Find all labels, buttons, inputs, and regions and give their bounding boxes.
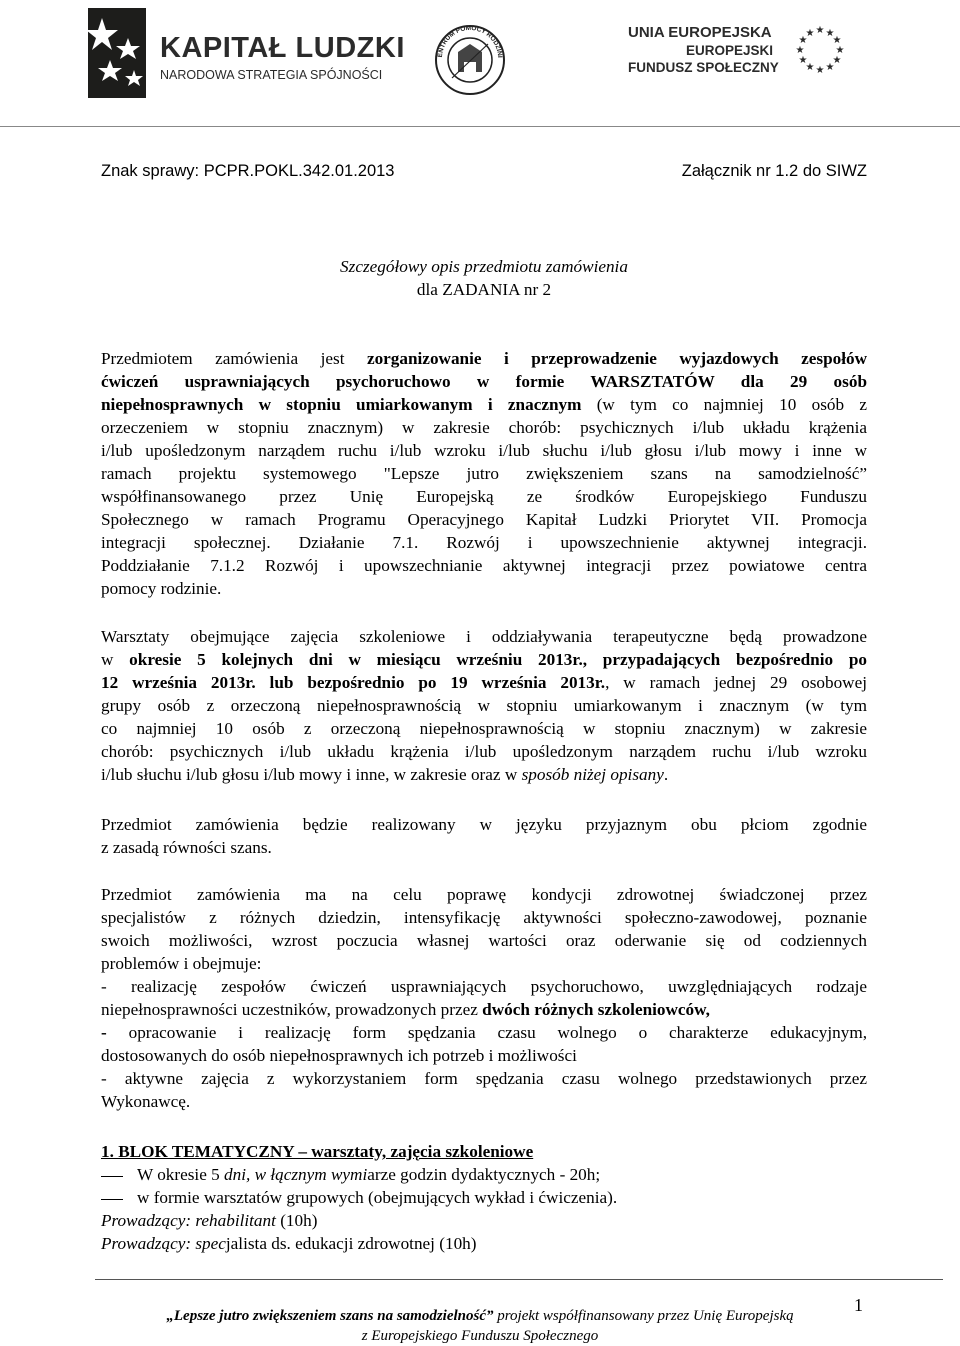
p4-line: dostosowanych do osób niepełnosprawnych ich potrzeb i możliwości	[101, 1046, 577, 1065]
block-list-item: w formie warsztatów grupowych (obejmujących wykład i ćwiczenia).	[101, 1186, 867, 1209]
p3-line: z zasadą równości szans.	[101, 838, 272, 857]
p4-line: Wykonawcę.	[101, 1092, 191, 1111]
dash-bullet-icon	[101, 1199, 123, 1200]
p4-line: problemów i obejmuje:	[101, 954, 262, 973]
ue-efs-logo	[628, 22, 878, 82]
p1-line: pomocy rodzinie.	[101, 579, 222, 598]
svg-text:★: ★	[825, 28, 835, 39]
p1-line: i/lub upośledzonym narządem ruchu i/lub wzroku i/lub słuchu i/lub głosu i/lub mowy i inne w	[101, 441, 867, 460]
svg-text:★: ★	[805, 62, 815, 73]
kapital-ludzki-title: KAPITAŁ LUDZKI	[160, 32, 405, 64]
svg-text:★: ★	[835, 45, 845, 56]
p2-line: grupy osób z orzeczoną niepełnosprawnością w stopniu umiarkowanym i znacznym (w tym	[101, 696, 867, 715]
attachment-label: Załącznik nr 1.2 do SIWZ	[681, 162, 867, 180]
p4-line: - opracowanie i realizację form spędzania czasu wolnego o charakterze edukacyjnym,	[101, 1023, 867, 1042]
doc-subtitle: dla ZADANIA nr 2	[416, 280, 552, 299]
doc-title: Szczegółowy opis przedmiotu zamówienia	[340, 257, 628, 276]
p4-line: swoich możliwości, wzrost poczucia własnej wartości oraz oderwanie się od codziennych	[101, 931, 867, 950]
p1-line: ramach projektu systemowego "Lepsze jutro zwiększeniem szans na samodzielność”	[101, 464, 867, 483]
p2-line: chorób: psychicznych i/lub układu krążenia i/lub upośledzonym narządem ruchu i/lub wzroku	[101, 742, 867, 761]
p2-line: Warsztaty obejmujące zajęcia szkoleniowe i oddziaływania terapeutyczne będą prowadzone	[101, 627, 867, 646]
svg-text:★: ★	[832, 35, 842, 46]
svg-text:★: ★	[815, 65, 825, 76]
svg-text:★: ★	[798, 55, 808, 66]
svg-text:★: ★	[825, 62, 835, 73]
p4-line: Przedmiot zamówienia ma na celu poprawę kondycji zdrowotnej świadczonej przez	[101, 885, 867, 904]
p1-line: Społecznego w ramach Programu Operacyjnego Kapitał Ludzki Priorytet VII. Promocja	[101, 510, 867, 529]
p1-line: Poddziałanie 7.1.2 Rozwój i upowszechnianie aktywnej integracji przez powiatowe centra	[101, 556, 867, 575]
p4-line: specjalistów z różnych dziedzin, intensyfikację aktywności społeczno-zawodowej, poznanie	[101, 908, 867, 927]
header-divider	[0, 126, 960, 127]
block-lead-1: Prowadzący: rehabilitant (10h)	[101, 1211, 318, 1230]
ue-line-3: FUNDUSZ SPOŁECZNY	[628, 60, 779, 75]
ue-line-1: UNIA EUROPEJSKA	[628, 24, 772, 41]
p2-line: i/lub słuchu i/lub głosu i/lub mowy i inne, w zakresie oraz w sposób niżej opisany.	[101, 765, 669, 784]
footer-line-1: „Lepsze jutro zwiększeniem szans na samodzielność” projekt współfinansowany przez Unię Europejską	[166, 1308, 794, 1324]
p1-line: współfinansowanego przez Unię Europejską ze środków Europejskiego Funduszu	[101, 487, 867, 506]
svg-text:★: ★	[832, 55, 842, 66]
case-number: Znak sprawy: PCPR.POKL.342.01.2013	[101, 162, 395, 180]
svg-text:★: ★	[798, 35, 808, 46]
p2-line: w okresie 5 kolejnych dni w miesiącu wrześniu 2013r., przypadających bezpośrednio po	[101, 650, 867, 669]
svg-text:★: ★	[805, 28, 815, 39]
pcpr-arc-text: ENTRUM POMOCY RODZINI	[436, 24, 504, 58]
svg-text:★: ★	[795, 45, 805, 56]
kapital-ludzki-logo	[88, 8, 405, 98]
p1-line: ćwiczeń usprawniających psychoruchowo w formie WARSZTATÓW dla 29 osób	[101, 372, 867, 391]
p3-line: Przedmiot zamówienia będzie realizowany w języku przyjaznym obu płciom zgodnie	[101, 815, 867, 834]
kapital-ludzki-star-icon	[88, 8, 154, 98]
ue-line-2: EUROPEJSKI	[686, 43, 774, 58]
p1-line: Przedmiotem zamówienia jest zorganizowanie i przeprowadzenie wyjazdowych zespołów	[101, 349, 868, 368]
eu-stars-icon	[790, 22, 850, 82]
dash-bullet-icon	[101, 1176, 123, 1177]
p1-line: integracji społecznej. Działanie 7.1. Rozwój i upowszechnienie aktywnej integracji.	[101, 533, 867, 552]
svg-text:★: ★	[815, 25, 825, 36]
footer-line-2: z Europejskiego Funduszu Społecznego	[361, 1328, 599, 1344]
pcpr-emblem-icon	[432, 18, 508, 102]
block-list-item: W okresie 5 dni, w łącznym wymiarze godzin dydaktycznych - 20h;	[101, 1163, 867, 1186]
p4-line: - realizację zespołów ćwiczeń usprawniających psychoruchowo, uwzględniających rodzaje	[101, 977, 867, 996]
block-heading: 1. BLOK TEMATYCZNY – warsztaty, zajęcia szkoleniowe	[101, 1142, 534, 1161]
block-lead-2: Prowadzący: specjalista ds. edukacji zdrowotnej (10h)	[101, 1234, 477, 1253]
p1-line: niepełnosprawnych w stopniu umiarkowanym i znacznym (w tym co najmniej 10 osób z	[101, 395, 867, 414]
p2-line: co najmniej 10 osób z orzeczoną niepełnosprawnością w stopniu znacznym) w zakresie	[101, 719, 867, 738]
p4-line: niepełnosprawności uczestników, prowadzonych przez dwóch różnych szkoleniowców,	[101, 1000, 710, 1019]
p2-line: 12 września 2013r. lub bezpośrednio po 19 września 2013r., w ramach jednej 29 osobowej	[101, 673, 867, 692]
footer-divider	[95, 1279, 943, 1280]
page-number: 1	[854, 1295, 863, 1315]
p1-line: orzeczeniem w stopniu znacznym) w zakresie chorób: psychicznych i/lub układu krążenia	[101, 418, 867, 437]
p4-line: - aktywne zajęcia z wykorzystaniem form spędzania czasu wolnego przedstawionych przez	[101, 1069, 867, 1088]
pcpr-logo	[432, 18, 508, 102]
kapital-ludzki-subtitle: NARODOWA STRATEGIA SPÓJNOŚCI	[160, 68, 383, 82]
